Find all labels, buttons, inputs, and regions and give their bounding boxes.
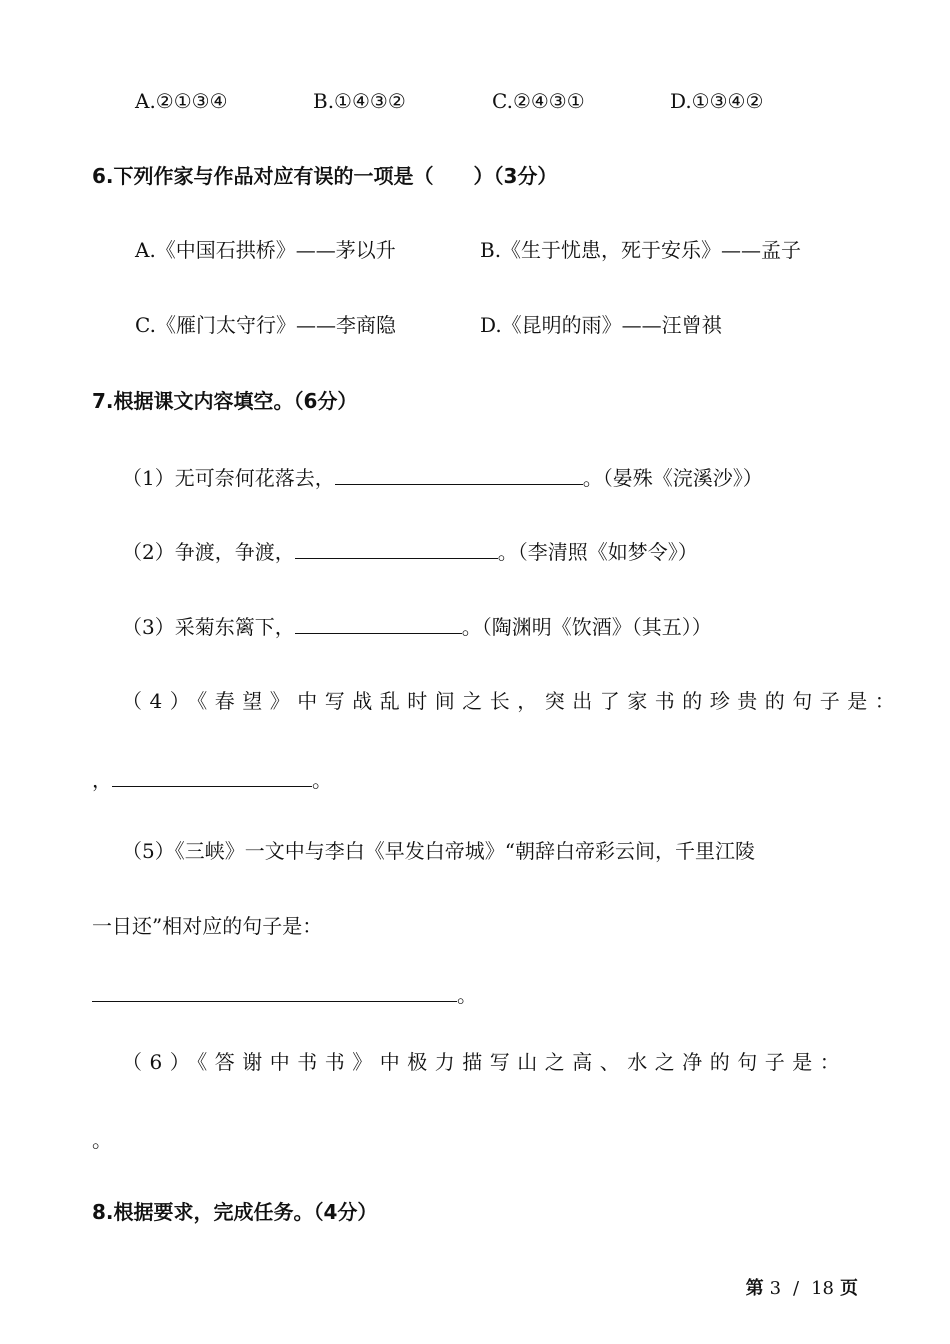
q7-item-6-line-2: 。 (92, 1128, 112, 1152)
q7-item-2 (122, 536, 698, 566)
q7-item-3-suffix: 。（陶渊明《饮酒》（其五）） (461, 615, 712, 639)
q7-item-1-suffix: 。（晏殊《浣溪沙》） (582, 466, 763, 490)
page-suffix: 页 (840, 1278, 858, 1299)
q7-item-5-suffix: 。 (457, 983, 477, 1007)
q7-item-4-line-2 (92, 764, 332, 794)
q7-item-2-prefix: （2）争渡，争渡， (122, 540, 295, 564)
q6-title: 6.下列作家与作品对应有误的一项是（ ）（3分） (92, 164, 558, 188)
q7-item-2-blank[interactable] (295, 536, 498, 559)
q5-option-a: A.②①③④ (135, 89, 228, 113)
page-number: 3 (769, 1278, 782, 1299)
q7-item-6-line-1: （6）《答谢中书书》中极力描写山之高、水之净的句子是： (122, 1050, 848, 1074)
q6-option-d: D.《昆明的雨》——汪曾祺 (480, 313, 722, 337)
q7-item-5-line-3 (92, 979, 477, 1009)
q7-item-4-blank[interactable] (112, 764, 312, 787)
q5-option-b: B.①④③② (313, 89, 406, 113)
q6-option-b: B.《生于忧患，死于安乐》——孟子 (480, 238, 802, 262)
q5-option-d: D.①③④② (670, 89, 764, 113)
q7-item-3 (122, 611, 712, 641)
q6-option-a: A.《中国石拱桥》——茅以升 (135, 238, 396, 262)
q7-item-4-prefix: ， (92, 768, 112, 792)
q6-option-c: C.《雁门太守行》——李商隐 (135, 313, 396, 337)
q7-item-5-line-1: （5）《三峡》一文中与李白《早发白帝城》“朝辞白帝彩云间，千里江陵 (122, 839, 755, 863)
q7-item-5-line-2: 一日还”相对应的句子是： (92, 914, 323, 938)
q7-item-3-prefix: （3）采菊东篱下， (122, 615, 295, 639)
q7-item-5-blank[interactable] (92, 979, 457, 1002)
page-indicator (746, 1276, 858, 1302)
page-prefix: 第 (745, 1278, 764, 1299)
q7-item-1 (122, 462, 763, 492)
page-total: 18 (811, 1278, 834, 1299)
q7-item-1-prefix: （1）无可奈何花落去， (122, 466, 335, 490)
q7-item-3-blank[interactable] (295, 611, 462, 634)
q7-title: 7.根据课文内容填空。（6分） (92, 389, 358, 413)
q8-title: 8.根据要求，完成任务。（4分） (92, 1200, 378, 1224)
q7-item-4-line-1: （4）《春望》中写战乱时间之长，突出了家书的珍贵的句子是： (122, 689, 903, 713)
q7-item-2-suffix: 。（李清照《如梦令》） (497, 540, 698, 564)
q7-item-1-blank[interactable] (335, 462, 583, 485)
q7-item-4-suffix: 。 (312, 768, 332, 792)
page-separator: / (793, 1278, 800, 1299)
q5-option-c: C.②④③① (492, 89, 585, 113)
